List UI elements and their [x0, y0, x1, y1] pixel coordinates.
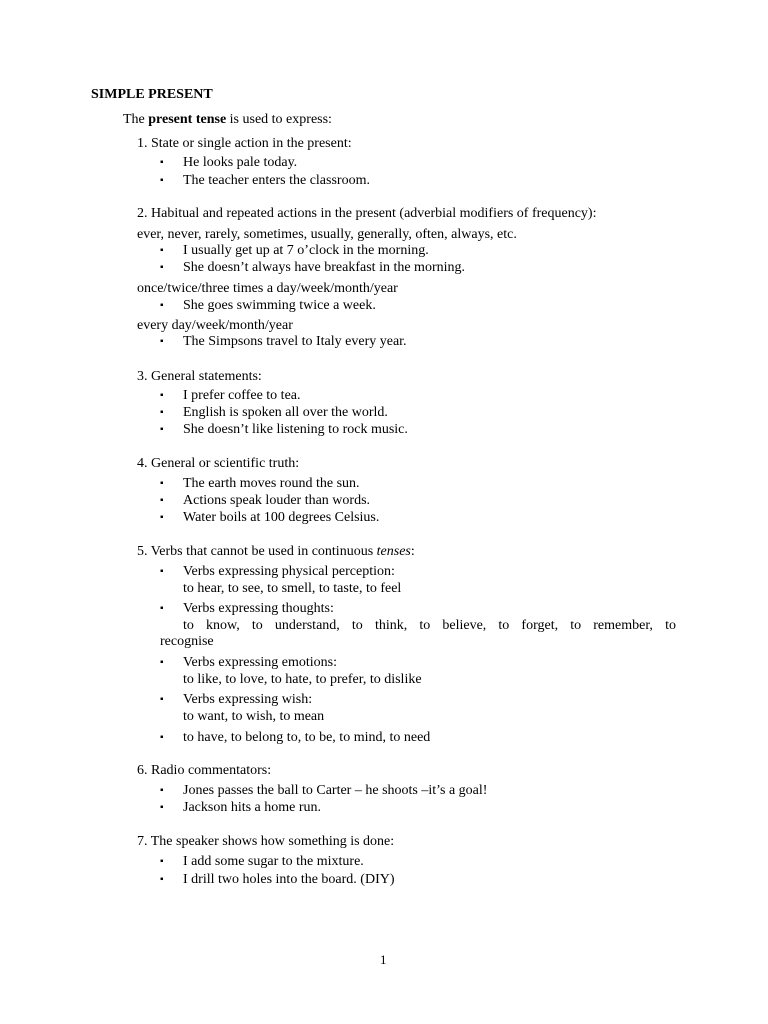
bullet-icon: ▪ — [160, 175, 164, 186]
bullet-icon: ▪ — [160, 390, 164, 401]
list-item: I add some sugar to the mixture. — [183, 854, 364, 869]
intro-prefix: The — [123, 112, 149, 127]
word: know, — [206, 618, 240, 633]
word: to — [351, 618, 363, 633]
bullet-icon: ▪ — [160, 512, 164, 523]
verb-examples: to hear, to see, to smell, to taste, to feel — [183, 581, 402, 596]
intro-bold: present tense — [148, 112, 227, 127]
list-item: I usually get up at 7 o’clock in the morning. — [183, 243, 429, 258]
frequency-group-label: once/twice/three times a day/week/month/year — [137, 281, 398, 296]
list-item: She goes swimming twice a week. — [183, 298, 376, 313]
intro-line — [123, 111, 332, 128]
list-item: The Simpsons travel to Italy every year. — [183, 334, 407, 349]
section-4-heading: 4. General or scientific truth: — [137, 456, 300, 471]
section-3-heading: 3. General statements: — [137, 369, 262, 384]
verb-category-label: Verbs expressing physical perception: — [183, 564, 395, 579]
intro-suffix: is used to express: — [226, 112, 332, 127]
list-item: Jones passes the ball to Carter – he shoots –it’s a goal! — [183, 783, 488, 798]
bullet-icon: ▪ — [160, 424, 164, 435]
section-6-heading: 6. Radio commentators: — [137, 763, 272, 778]
frequency-group-label: ever, never, rarely, sometimes, usually, generally, often, always, etc. — [137, 227, 517, 242]
list-item: Water boils at 100 degrees Celsius. — [183, 510, 380, 525]
word: to — [498, 618, 510, 633]
bullet-icon: ▪ — [160, 407, 164, 418]
frequency-group-label: every day/week/month/year — [137, 318, 293, 333]
bullet-icon: ▪ — [160, 245, 164, 256]
section-5-heading-suffix: : — [410, 544, 415, 559]
list-item: I drill two holes into the board. (DIY) — [183, 872, 395, 887]
list-item: He looks pale today. — [183, 155, 298, 170]
list-item: She doesn’t like listening to rock music. — [183, 422, 408, 437]
list-item: I prefer coffee to tea. — [183, 388, 301, 403]
list-item: Jackson hits a home run. — [183, 800, 322, 815]
word: remember, — [593, 618, 653, 633]
bullet-icon: ▪ — [160, 336, 164, 347]
word: to — [419, 618, 431, 633]
verb-category-label: Verbs expressing wish: — [183, 692, 313, 707]
word: to — [665, 618, 676, 633]
word: understand, — [274, 618, 340, 633]
page-number: 1 — [380, 952, 387, 967]
list-item: She doesn’t always have breakfast in the morning. — [183, 260, 466, 275]
section-7-heading: 7. The speaker shows how something is done: — [137, 834, 395, 849]
word: believe, — [442, 618, 487, 633]
word: to — [251, 618, 263, 633]
bullet-icon: ▪ — [160, 603, 164, 614]
word: think, — [374, 618, 408, 633]
section-5-heading-italic: tenses — [376, 544, 411, 559]
list-item: Actions speak louder than words. — [183, 493, 371, 508]
verb-category-label: Verbs expressing thoughts: — [183, 601, 334, 616]
word: to — [570, 618, 582, 633]
list-item: The earth moves round the sun. — [183, 476, 360, 491]
bullet-icon: ▪ — [160, 785, 164, 796]
section-5-heading-prefix: 5. Verbs that cannot be used in continuous — [137, 544, 377, 559]
bullet-icon: ▪ — [160, 495, 164, 506]
bullet-icon: ▪ — [160, 300, 164, 311]
verb-category-label: to have, to belong to, to be, to mind, to need — [183, 730, 431, 745]
verb-examples-continued: recognise — [160, 634, 214, 649]
page-title: SIMPLE PRESENT — [91, 87, 213, 102]
section-5-heading — [137, 543, 415, 560]
word: to — [183, 618, 194, 633]
bullet-icon: ▪ — [160, 732, 164, 743]
bullet-icon: ▪ — [160, 657, 164, 668]
verb-examples: to like, to love, to hate, to prefer, to dislike — [183, 672, 422, 687]
bullet-icon: ▪ — [160, 874, 164, 885]
bullet-icon: ▪ — [160, 566, 164, 577]
bullet-icon: ▪ — [160, 157, 164, 168]
list-item: English is spoken all over the world. — [183, 405, 388, 420]
list-item: The teacher enters the classroom. — [183, 173, 370, 188]
verb-category-label: Verbs expressing emotions: — [183, 655, 337, 670]
verb-examples: to want, to wish, to mean — [183, 709, 325, 724]
bullet-icon: ▪ — [160, 856, 164, 867]
bullet-icon: ▪ — [160, 478, 164, 489]
bullet-icon: ▪ — [160, 262, 164, 273]
section-2-heading: 2. Habitual and repeated actions in the present (adverbial modifiers of frequency): — [137, 206, 597, 221]
bullet-icon: ▪ — [160, 802, 164, 813]
verb-examples-justified — [183, 617, 676, 634]
word: forget, — [521, 618, 559, 633]
section-1-heading: 1. State or single action in the present: — [137, 136, 352, 151]
bullet-icon: ▪ — [160, 694, 164, 705]
